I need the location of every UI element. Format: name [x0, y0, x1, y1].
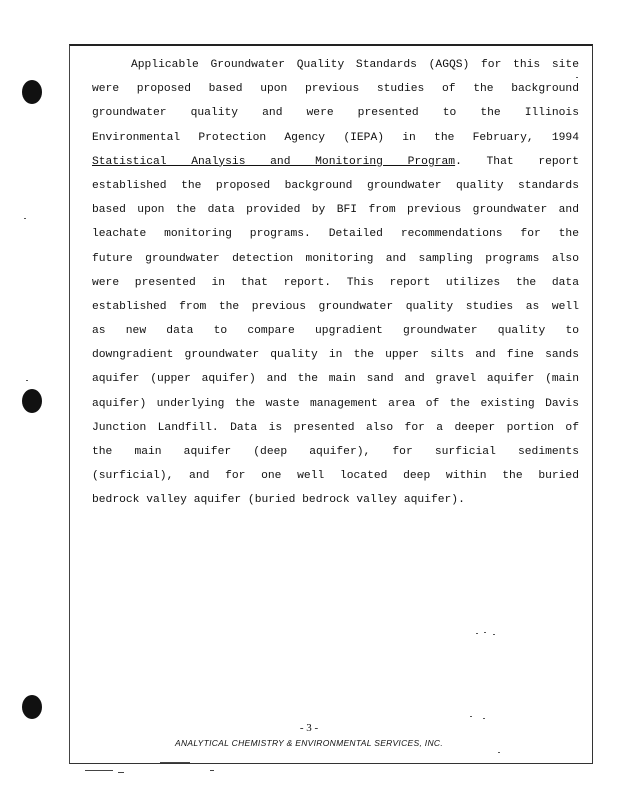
text-line: established from the previous groundwater quality studies as well: [92, 300, 579, 313]
text-line: were proposed based upon previous studies of the background: [92, 83, 579, 96]
text-line: as new data to compare upgradient groundwater quality to: [92, 325, 579, 338]
binder-hole-bottom: [22, 695, 42, 719]
scan-speck: [476, 633, 478, 634]
binder-hole-top: [22, 80, 42, 104]
report-title: Statistical Analysis and Monitoring Program: [92, 155, 456, 168]
text-line: were presented in that report. This report utilizes the data: [92, 276, 579, 289]
text-line: leachate monitoring programs. Detailed recommendations for the: [92, 228, 579, 241]
text-line: the main aquifer (deep aquifer), for surficial sediments: [92, 446, 579, 458]
text-line: downgradient groundwater quality in the upper silts and fine sands: [92, 349, 579, 362]
scan-speck: [484, 632, 486, 633]
page-number: - 3 -: [299, 722, 319, 734]
text-line: aquifer) underlying the waste management area of the existing Davis: [92, 397, 579, 410]
text-line: Applicable Groundwater Quality Standards (AGQS) for this site: [131, 59, 579, 71]
binder-hole-middle: [22, 389, 42, 413]
scan-speck: [26, 380, 28, 381]
scan-speck: [498, 752, 500, 753]
scan-speck: [24, 218, 26, 219]
text-line-tail: . That report: [455, 155, 579, 168]
scan-mark: [118, 772, 124, 773]
text-line: based upon the data provided by BFI from previous groundwater and: [92, 204, 579, 217]
scan-speck: [483, 718, 485, 719]
text-line: established the proposed background groundwater quality standards: [92, 179, 579, 192]
text-line: bedrock valley aquifer (buried bedrock valley aquifer).: [92, 494, 465, 507]
text-line: aquifer (upper aquifer) and the main sand and gravel aquifer (main: [92, 373, 579, 386]
text-line: (surficial), and for one well located deep within the buried: [92, 470, 579, 483]
scan-speck: [576, 77, 578, 78]
text-line: [92, 150, 579, 174]
text-line: future groundwater detection monitoring and sampling programs also: [92, 252, 579, 265]
scan-mark: [160, 762, 190, 763]
text-line: Junction Landfill. Data is presented also for a deeper portion of: [92, 421, 579, 434]
text-line: groundwater quality and were presented to the Illinois: [92, 107, 579, 120]
scan-speck: [470, 716, 472, 717]
scan-mark: [210, 770, 214, 771]
text-line: Environmental Protection Agency (IEPA) in the February, 1994: [92, 131, 579, 144]
scan-speck: [493, 634, 495, 635]
footer-company-name: ANALYTICAL CHEMISTRY & ENVIRONMENTAL SERVICES, INC.: [174, 738, 443, 748]
scan-mark: [85, 770, 113, 771]
body-paragraph: [92, 53, 579, 513]
